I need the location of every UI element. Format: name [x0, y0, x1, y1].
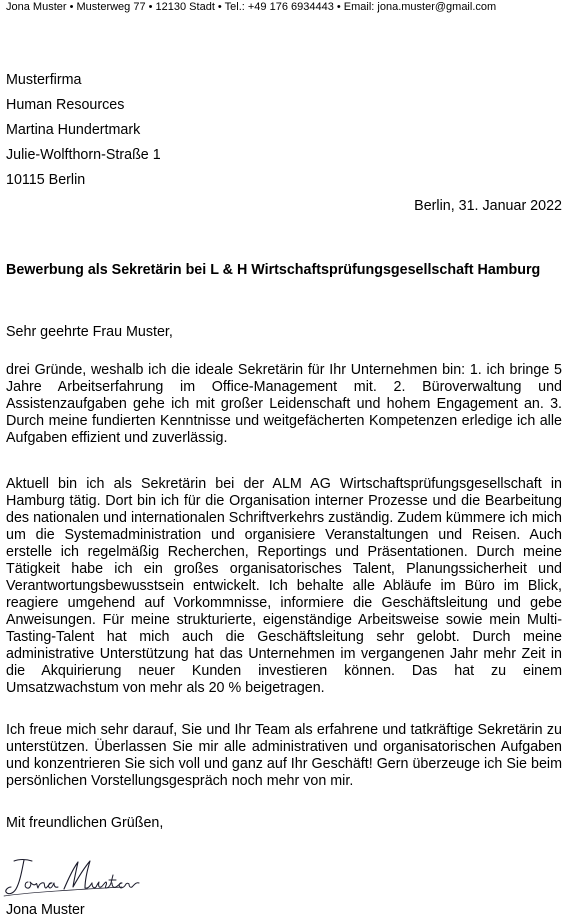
recipient-address-block — [6, 72, 161, 197]
body-paragraph-1: drei Gründe, weshalb ich die ideale Sekretärin für Ihr Unternehmen bin: 1. ich bringe 5 Jahre Arbeitserfahrung im Office-Management mit. 2. Büroverwaltung und Assistenzaufgaben gehe ich mit großer Leidenschaft und hohem Engagement an. 3. Durch meine fundierten Kenntnisse und weitgefächerten Kompetenzen erledige ich alle Aufgaben effizient und zuverlässig. — [6, 362, 562, 446]
body-paragraph-3: Ich freue mich sehr darauf, Sie und Ihr Team als erfahrene und tatkräftige Sekretärin zu unterstützen. Überlassen Sie mir alle administrativen und organisatorischen Aufgaben und konzentrieren Sie sich voll und ganz auf Ihr Geschäft! Gern überzeuge ich Sie beim persönlichen Vorstellungsgespräch noch mehr von mir. — [6, 722, 562, 789]
closing-phrase: Mit freundlichen Grüßen, — [6, 815, 164, 831]
letter-date: Berlin, 31. Januar 2022 — [414, 198, 562, 214]
recipient-city: 10115 Berlin — [6, 172, 86, 188]
recipient-street: Julie-Wolfthorn-Straße 1 — [6, 147, 161, 163]
body-paragraph-2: Aktuell bin ich als Sekretärin bei der ALM AG Wirtschaftsprüfungsgesellschaft in Hamburg tätig. Dort bin ich für die Organisation interner Prozesse und die Bearbeitung des nationalen und internationalen Schriftverkehrs zuständig. Zudem kümmere ich mich um die Systemadministration und organisiere Veranstaltungen und Reisen. Auch erstelle ich regelmäßig Recherchen, Reportings und Präsentationen. Durch meine Tätigkeit habe ich ein großes organisatorisches Talent, Planungssicherheit und Verantwortungsbewusstsein entwickelt. Ich behalte alle Abläufe im Büro im Blick, reagiere umgehend auf Vorkommnisse, informiere die Geschäftsleitung und gebe Anweisungen. Für meine strukturierte, eigenständige Arbeitsweise sowie mein Multi-Tasting-Talent hat mich auch die Geschäftsleitung sehr gelobt. Durch meine administrative Unterstützung hat das Unternehmen im vergangenen Jahr mehr Zeit in die Akquirierung neuer Kunden investieren können. Das hat zu einem Umsatzwachstum von mehr als 20 % beigetragen. — [6, 476, 562, 696]
handwritten-signature — [2, 856, 152, 898]
recipient-department: Human Resources — [6, 97, 125, 113]
letter-page — [6, 0, 562, 919]
sender-address-line: Jona Muster • Musterweg 77 • 12130 Stadt • Tel.: +49 176 6934443 • Email: jona.muster@gmail.com — [6, 1, 497, 13]
letter-subject: Bewerbung als Sekretärin bei L & H Wirtschaftsprüfungsgesellschaft Hamburg — [6, 262, 541, 278]
recipient-company: Musterfirma — [6, 72, 82, 88]
salutation: Sehr geehrte Frau Muster, — [6, 324, 173, 340]
signer-name: Jona Muster — [6, 902, 85, 918]
recipient-contact: Martina Hundertmark — [6, 122, 141, 138]
